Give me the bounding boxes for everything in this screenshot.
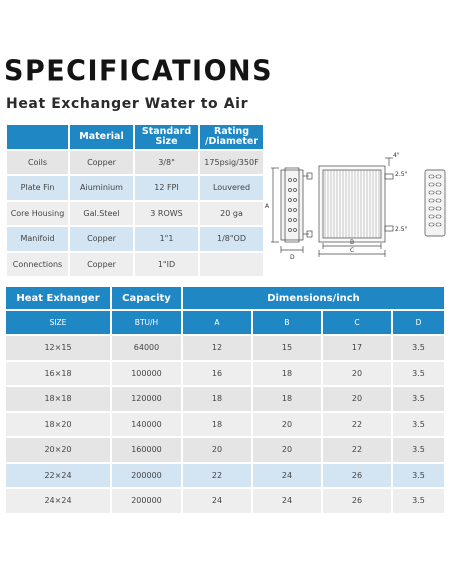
dims-cell: 20 (323, 387, 391, 411)
spec-cell: 12 FPI (135, 176, 198, 200)
dims-cell: 18 (253, 362, 321, 386)
dim-label-side2: 2.5" (395, 226, 408, 233)
table-row (6, 413, 444, 437)
dims-cell: 200000 (112, 464, 181, 488)
spec-cell: 3 ROWS (135, 202, 198, 226)
heat-exchanger-drawing (263, 150, 449, 260)
dims-cell: 18 (183, 387, 251, 411)
dim-label-side1: 2.5" (395, 171, 408, 178)
dims-cell: 3.5 (393, 464, 444, 488)
spec-cell: Louvered (200, 176, 263, 200)
spec-header-material: Material (70, 125, 133, 149)
dims-cell: 22 (323, 438, 391, 462)
dims-cell: 20 (253, 413, 321, 437)
dims-cell: 18×20 (6, 413, 110, 437)
spec-header-size: Standard Size (135, 125, 198, 149)
spec-cell (200, 253, 263, 277)
dims-cell: 3.5 (393, 413, 444, 437)
spec-cell: 1"1 (135, 227, 198, 251)
dims-cell: 26 (323, 464, 391, 488)
spec-row (7, 202, 263, 226)
dims-cell: 20×20 (6, 438, 110, 462)
dims-cell: 22×24 (6, 464, 110, 488)
spec-cell: Connections (7, 253, 68, 277)
dims-cell: 18×18 (6, 387, 110, 411)
spec-row (7, 227, 263, 251)
spec-header-rating: Rating /Diameter (200, 125, 263, 149)
dims-group-header: Capacity (112, 287, 181, 309)
dims-cell: 3.5 (393, 362, 444, 386)
dims-cell: 16×18 (6, 362, 110, 386)
dims-cell: 3.5 (393, 438, 444, 462)
dims-sub-header: B (253, 311, 321, 334)
dim-label-b: B (350, 239, 355, 246)
page-subtitle: Heat Exchanger Water to Air (6, 96, 249, 112)
dims-cell: 24×24 (6, 489, 110, 513)
dims-cell: 3.5 (393, 336, 444, 360)
dims-group-header: Dimensions/inch (183, 287, 444, 309)
table-row (6, 438, 444, 462)
dims-cell: 24 (253, 464, 321, 488)
spec-header-row (7, 125, 263, 149)
table-row (6, 336, 444, 360)
dims-cell: 24 (183, 489, 251, 513)
spec-cell: 175psig/350F (200, 151, 263, 175)
dims-cell: 18 (253, 387, 321, 411)
table-row (6, 464, 444, 488)
dim-label-d: D (290, 254, 295, 260)
dims-cell: 22 (183, 464, 251, 488)
dims-sub-header: D (393, 311, 444, 334)
dim-label-a: A (265, 203, 270, 210)
dims-sub-header-row (6, 311, 444, 334)
spec-cell: Plate Fin (7, 176, 68, 200)
spec-cell: Copper (70, 253, 133, 277)
spec-cell: 1/8"OD (200, 227, 263, 251)
dims-cell: 3.5 (393, 489, 444, 513)
dims-sub-header: C (323, 311, 391, 334)
dims-cell: 160000 (112, 438, 181, 462)
spec-header-blank (7, 125, 68, 149)
spec-cell: 1"ID (135, 253, 198, 277)
spec-cell: 3/8" (135, 151, 198, 175)
dims-cell: 26 (323, 489, 391, 513)
spec-table (5, 123, 265, 278)
dims-cell: 20 (253, 438, 321, 462)
table-row (6, 362, 444, 386)
table-row (6, 489, 444, 513)
table-row (6, 387, 444, 411)
dim-label-c: C (350, 247, 355, 254)
spec-cell: Coils (7, 151, 68, 175)
dims-cell: 20 (183, 438, 251, 462)
dims-group-header: Heat Exhanger (6, 287, 110, 309)
dims-group-header-row (6, 287, 444, 309)
dims-cell: 20 (323, 362, 391, 386)
spec-cell: Manifoid (7, 227, 68, 251)
dims-cell: 18 (183, 413, 251, 437)
dims-cell: 12 (183, 336, 251, 360)
dims-sub-header: BTU/H (112, 311, 181, 334)
dims-sub-header: A (183, 311, 251, 334)
dims-cell: 120000 (112, 387, 181, 411)
dims-cell: 17 (323, 336, 391, 360)
spec-cell: Gal.Steel (70, 202, 133, 226)
dimensions-table (4, 285, 446, 515)
dims-cell: 3.5 (393, 387, 444, 411)
dims-cell: 12×15 (6, 336, 110, 360)
spec-cell: Copper (70, 151, 133, 175)
spec-row (7, 253, 263, 277)
dims-cell: 15 (253, 336, 321, 360)
spec-row (7, 151, 263, 175)
page-title: SPECIFICATIONS (4, 55, 274, 88)
dims-sub-header: SIZE (6, 311, 110, 334)
dims-cell: 22 (323, 413, 391, 437)
spec-cell: Copper (70, 227, 133, 251)
dims-cell: 24 (253, 489, 321, 513)
spec-row (7, 176, 263, 200)
dims-cell: 200000 (112, 489, 181, 513)
spec-cell: Core Housing (7, 202, 68, 226)
spec-cell: 20 ga (200, 202, 263, 226)
dims-cell: 140000 (112, 413, 181, 437)
dims-cell: 100000 (112, 362, 181, 386)
dim-label-top: 4" (393, 152, 400, 159)
spec-cell: Aiuminium (70, 176, 133, 200)
dims-cell: 64000 (112, 336, 181, 360)
dims-cell: 16 (183, 362, 251, 386)
